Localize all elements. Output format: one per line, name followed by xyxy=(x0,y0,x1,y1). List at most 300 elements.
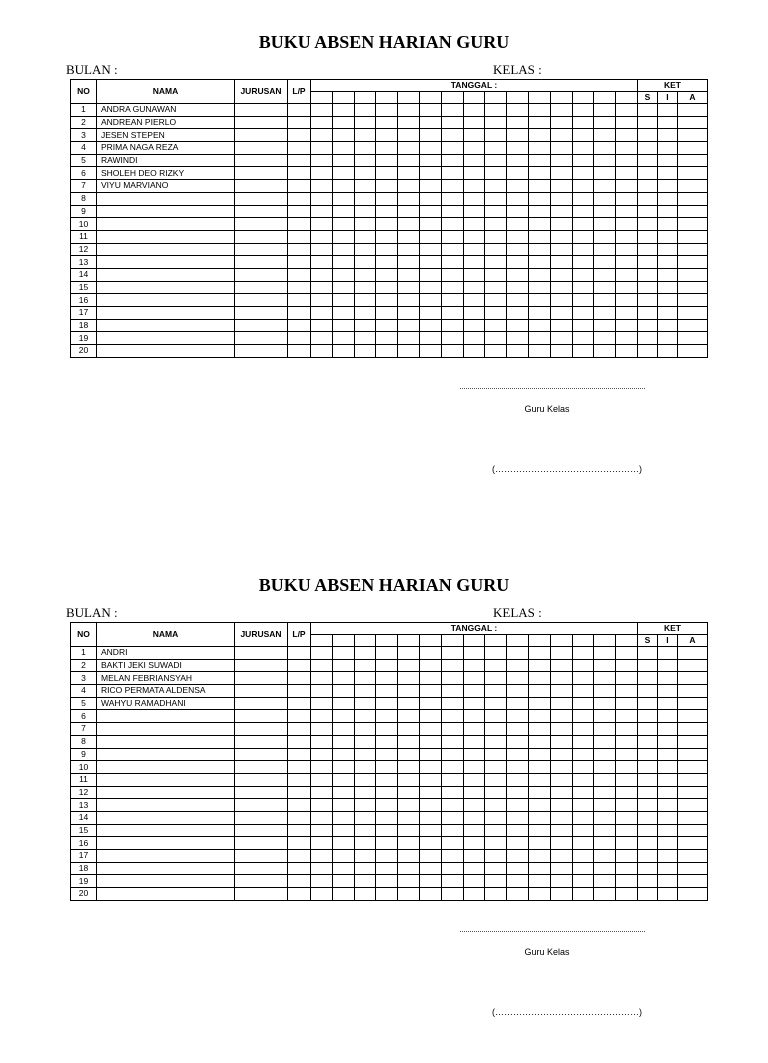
attendance-cell xyxy=(485,773,507,786)
attendance-cell xyxy=(419,786,441,799)
attendance-cell xyxy=(507,735,529,748)
lp-cell xyxy=(288,672,311,685)
attendance-cell xyxy=(528,180,550,193)
student-name: PRIMA NAGA REZA xyxy=(97,142,235,155)
attendance-cell xyxy=(594,748,616,761)
attendance-cell xyxy=(398,307,420,320)
attendance-cell xyxy=(441,205,463,218)
attendance-cell xyxy=(528,345,550,358)
attendance-cell xyxy=(332,332,354,345)
attendance-cell xyxy=(507,761,529,774)
attendance-cell xyxy=(507,230,529,243)
row-number: 4 xyxy=(71,685,97,698)
attendance-cell xyxy=(419,345,441,358)
ket-a-cell xyxy=(677,218,707,231)
attendance-cell xyxy=(463,167,485,180)
attendance-cell xyxy=(507,218,529,231)
attendance-cell xyxy=(550,192,572,205)
table-row xyxy=(71,697,708,710)
attendance-cell xyxy=(572,773,594,786)
ket-s-cell xyxy=(637,735,657,748)
attendance-cell xyxy=(398,875,420,888)
student-name: ANDRI xyxy=(97,647,235,660)
ket-s-cell xyxy=(637,192,657,205)
ket-a-cell xyxy=(677,850,707,863)
ket-a-cell xyxy=(677,180,707,193)
jurusan-cell xyxy=(235,761,288,774)
lp-cell xyxy=(288,761,311,774)
attendance-cell xyxy=(594,862,616,875)
attendance-cell xyxy=(419,319,441,332)
attendance-cell xyxy=(398,256,420,269)
attendance-cell xyxy=(311,710,333,723)
attendance-cell xyxy=(376,142,398,155)
attendance-cell xyxy=(572,824,594,837)
attendance-cell xyxy=(441,761,463,774)
attendance-cell xyxy=(572,332,594,345)
attendance-cell xyxy=(594,154,616,167)
attendance-cell xyxy=(376,243,398,256)
table-row xyxy=(71,268,708,281)
attendance-cell xyxy=(594,697,616,710)
ket-a-cell xyxy=(677,345,707,358)
attendance-cell xyxy=(354,710,376,723)
attendance-cell xyxy=(354,230,376,243)
attendance-cell xyxy=(572,685,594,698)
attendance-cell xyxy=(441,345,463,358)
attendance-cell xyxy=(616,786,638,799)
attendance-cell xyxy=(354,697,376,710)
table-row xyxy=(71,735,708,748)
row-number: 4 xyxy=(71,142,97,155)
attendance-cell xyxy=(311,888,333,901)
ket-i-cell xyxy=(657,319,677,332)
attendance-cell xyxy=(550,837,572,850)
attendance-cell xyxy=(616,723,638,736)
ket-a-cell xyxy=(677,116,707,129)
attendance-cell xyxy=(550,888,572,901)
date-cell xyxy=(354,92,376,104)
attendance-cell xyxy=(376,345,398,358)
attendance-cell xyxy=(463,192,485,205)
header-lp: L/P xyxy=(288,80,311,104)
attendance-cell xyxy=(485,697,507,710)
attendance-cell xyxy=(550,332,572,345)
attendance-cell xyxy=(376,773,398,786)
table-row xyxy=(71,205,708,218)
attendance-cell xyxy=(441,811,463,824)
table-row xyxy=(71,319,708,332)
attendance-cell xyxy=(463,142,485,155)
attendance-cell xyxy=(332,192,354,205)
attendance-cell xyxy=(354,294,376,307)
attendance-cell xyxy=(572,697,594,710)
ket-i-cell xyxy=(657,723,677,736)
attendance-cell xyxy=(398,862,420,875)
attendance-cell xyxy=(528,811,550,824)
ket-a-cell xyxy=(677,862,707,875)
ket-s-cell xyxy=(637,104,657,117)
attendance-cell xyxy=(441,799,463,812)
attendance-cell xyxy=(332,697,354,710)
attendance-cell xyxy=(485,888,507,901)
attendance-cell xyxy=(572,180,594,193)
row-number: 1 xyxy=(71,647,97,660)
attendance-cell xyxy=(572,192,594,205)
ket-a-cell xyxy=(677,697,707,710)
ket-i-cell xyxy=(657,268,677,281)
lp-cell xyxy=(288,850,311,863)
attendance-cell xyxy=(332,850,354,863)
ket-i-cell xyxy=(657,888,677,901)
attendance-cell xyxy=(398,218,420,231)
attendance-cell xyxy=(311,154,333,167)
date-cell xyxy=(550,92,572,104)
attendance-cell xyxy=(528,319,550,332)
date-cell xyxy=(528,635,550,647)
attendance-cell xyxy=(398,116,420,129)
attendance-cell xyxy=(441,710,463,723)
lp-cell xyxy=(288,875,311,888)
attendance-cell xyxy=(594,735,616,748)
table-row xyxy=(71,875,708,888)
header-a: A xyxy=(677,635,707,647)
lp-cell xyxy=(288,230,311,243)
attendance-cell xyxy=(507,773,529,786)
table-row xyxy=(71,837,708,850)
attendance-cell xyxy=(376,116,398,129)
attendance-cell xyxy=(441,850,463,863)
jurusan-cell xyxy=(235,142,288,155)
ket-i-cell xyxy=(657,748,677,761)
attendance-cell xyxy=(594,888,616,901)
row-number: 15 xyxy=(71,281,97,294)
attendance-cell xyxy=(507,294,529,307)
attendance-cell xyxy=(419,697,441,710)
table-row xyxy=(71,799,708,812)
attendance-cell xyxy=(354,268,376,281)
attendance-cell xyxy=(463,116,485,129)
attendance-cell xyxy=(594,167,616,180)
attendance-cell xyxy=(463,281,485,294)
jurusan-cell xyxy=(235,786,288,799)
jurusan-cell xyxy=(235,104,288,117)
attendance-cell xyxy=(376,230,398,243)
table-row xyxy=(71,710,708,723)
attendance-cell xyxy=(616,142,638,155)
attendance-cell xyxy=(572,723,594,736)
attendance-cell xyxy=(332,799,354,812)
ket-a-cell xyxy=(677,647,707,660)
attendance-cell xyxy=(332,811,354,824)
student-name xyxy=(97,761,235,774)
attendance-cell xyxy=(354,142,376,155)
ket-s-cell xyxy=(637,888,657,901)
jurusan-cell xyxy=(235,824,288,837)
attendance-cell xyxy=(376,104,398,117)
attendance-cell xyxy=(485,116,507,129)
attendance-cell xyxy=(332,129,354,142)
attendance-cell xyxy=(528,154,550,167)
attendance-cell xyxy=(376,332,398,345)
attendance-cell xyxy=(376,786,398,799)
attendance-cell xyxy=(463,154,485,167)
attendance-cell xyxy=(572,230,594,243)
row-number: 9 xyxy=(71,205,97,218)
ket-i-cell xyxy=(657,129,677,142)
attendance-cell xyxy=(507,268,529,281)
attendance-cell xyxy=(463,761,485,774)
ket-s-cell xyxy=(637,345,657,358)
attendance-cell xyxy=(398,180,420,193)
attendance-cell xyxy=(507,129,529,142)
attendance-cell xyxy=(616,104,638,117)
ket-a-cell xyxy=(677,799,707,812)
ket-s-cell xyxy=(637,875,657,888)
signature-line: (…………………………………………) xyxy=(492,1007,642,1017)
ket-i-cell xyxy=(657,345,677,358)
attendance-cell xyxy=(550,268,572,281)
attendance-cell xyxy=(594,205,616,218)
attendance-cell xyxy=(376,218,398,231)
attendance-cell xyxy=(419,154,441,167)
attendance-cell xyxy=(332,723,354,736)
attendance-cell xyxy=(419,735,441,748)
student-name: WAHYU RAMADHANI xyxy=(97,697,235,710)
attendance-cell xyxy=(485,268,507,281)
attendance-cell xyxy=(572,837,594,850)
attendance-cell xyxy=(485,205,507,218)
jurusan-cell xyxy=(235,647,288,660)
attendance-cell xyxy=(463,205,485,218)
attendance-cell xyxy=(528,710,550,723)
attendance-cell xyxy=(419,811,441,824)
attendance-cell xyxy=(311,256,333,269)
date-cell xyxy=(398,635,420,647)
attendance-cell xyxy=(354,685,376,698)
attendance-cell xyxy=(616,192,638,205)
attendance-cell xyxy=(441,697,463,710)
attendance-cell xyxy=(311,129,333,142)
attendance-cell xyxy=(311,332,333,345)
student-name: JESEN STEPEN xyxy=(97,129,235,142)
header-ket: KET xyxy=(637,623,707,635)
attendance-cell xyxy=(594,218,616,231)
attendance-cell xyxy=(616,307,638,320)
attendance-cell xyxy=(616,761,638,774)
attendance-cell xyxy=(507,345,529,358)
ket-a-cell xyxy=(677,875,707,888)
sheet-title: BUKU ABSEN HARIAN GURU xyxy=(258,32,510,52)
attendance-cell xyxy=(463,850,485,863)
student-name xyxy=(97,799,235,812)
table-row xyxy=(71,748,708,761)
lp-cell xyxy=(288,192,311,205)
attendance-cell xyxy=(550,218,572,231)
attendance-cell xyxy=(441,154,463,167)
date-cell xyxy=(441,635,463,647)
row-number: 18 xyxy=(71,862,97,875)
table-row xyxy=(71,786,708,799)
attendance-cell xyxy=(376,180,398,193)
attendance-cell xyxy=(311,142,333,155)
jurusan-cell xyxy=(235,748,288,761)
ket-a-cell xyxy=(677,104,707,117)
ket-s-cell xyxy=(637,218,657,231)
attendance-cell xyxy=(311,192,333,205)
row-number: 6 xyxy=(71,167,97,180)
attendance-cell xyxy=(332,319,354,332)
attendance-cell xyxy=(550,811,572,824)
row-number: 7 xyxy=(71,180,97,193)
student-name xyxy=(97,811,235,824)
ket-i-cell xyxy=(657,811,677,824)
row-number: 20 xyxy=(71,888,97,901)
row-number: 8 xyxy=(71,192,97,205)
student-name xyxy=(97,218,235,231)
student-name xyxy=(97,850,235,863)
ket-a-cell xyxy=(677,154,707,167)
attendance-cell xyxy=(311,230,333,243)
row-number: 13 xyxy=(71,799,97,812)
signature-date-line xyxy=(460,923,645,932)
attendance-cell xyxy=(332,116,354,129)
attendance-cell xyxy=(594,116,616,129)
attendance-cell xyxy=(594,129,616,142)
attendance-cell xyxy=(594,142,616,155)
attendance-cell xyxy=(398,294,420,307)
attendance-cell xyxy=(419,837,441,850)
ket-s-cell xyxy=(637,230,657,243)
attendance-cell xyxy=(485,672,507,685)
attendance-cell xyxy=(594,180,616,193)
attendance-cell xyxy=(311,723,333,736)
attendance-cell xyxy=(550,786,572,799)
attendance-cell xyxy=(550,773,572,786)
attendance-cell xyxy=(594,307,616,320)
attendance-cell xyxy=(376,672,398,685)
attendance-cell xyxy=(594,281,616,294)
attendance-cell xyxy=(311,685,333,698)
ket-s-cell xyxy=(637,205,657,218)
attendance-cell xyxy=(441,281,463,294)
attendance-cell xyxy=(441,116,463,129)
ket-a-cell xyxy=(677,723,707,736)
date-cell xyxy=(376,635,398,647)
table-row xyxy=(71,116,708,129)
attendance-cell xyxy=(485,735,507,748)
ket-a-cell xyxy=(677,230,707,243)
row-number: 17 xyxy=(71,307,97,320)
lp-cell xyxy=(288,659,311,672)
date-cell xyxy=(485,635,507,647)
attendance-cell xyxy=(332,748,354,761)
student-name: SHOLEH DEO RIZKY xyxy=(97,167,235,180)
jurusan-cell xyxy=(235,116,288,129)
attendance-cell xyxy=(354,205,376,218)
kelas-label: KELAS : xyxy=(493,62,542,77)
attendance-cell xyxy=(332,773,354,786)
jurusan-cell xyxy=(235,697,288,710)
student-name: VIYU MARVIANO xyxy=(97,180,235,193)
row-number: 14 xyxy=(71,268,97,281)
attendance-cell xyxy=(419,129,441,142)
ket-i-cell xyxy=(657,154,677,167)
attendance-cell xyxy=(616,116,638,129)
attendance-cell xyxy=(354,799,376,812)
table-row xyxy=(71,230,708,243)
ket-i-cell xyxy=(657,697,677,710)
attendance-cell xyxy=(572,672,594,685)
ket-s-cell xyxy=(637,268,657,281)
attendance-table xyxy=(70,79,708,358)
table-row xyxy=(71,192,708,205)
attendance-cell xyxy=(354,647,376,660)
attendance-cell xyxy=(528,862,550,875)
attendance-cell xyxy=(376,281,398,294)
attendance-cell xyxy=(594,773,616,786)
table-row xyxy=(71,723,708,736)
attendance-cell xyxy=(354,811,376,824)
attendance-cell xyxy=(441,875,463,888)
attendance-cell xyxy=(485,875,507,888)
attendance-cell xyxy=(616,811,638,824)
jurusan-cell xyxy=(235,837,288,850)
student-name xyxy=(97,786,235,799)
lp-cell xyxy=(288,104,311,117)
attendance-cell xyxy=(594,268,616,281)
attendance-cell xyxy=(616,837,638,850)
attendance-cell xyxy=(572,116,594,129)
attendance-cell xyxy=(419,685,441,698)
ket-i-cell xyxy=(657,824,677,837)
attendance-cell xyxy=(485,685,507,698)
attendance-cell xyxy=(376,697,398,710)
date-cell xyxy=(616,635,638,647)
attendance-cell xyxy=(594,243,616,256)
attendance-cell xyxy=(332,786,354,799)
table-row xyxy=(71,811,708,824)
attendance-cell xyxy=(311,218,333,231)
attendance-cell xyxy=(616,888,638,901)
lp-cell xyxy=(288,685,311,698)
attendance-cell xyxy=(550,154,572,167)
attendance-cell xyxy=(398,230,420,243)
student-name: MELAN FEBRIANSYAH xyxy=(97,672,235,685)
date-cell xyxy=(616,92,638,104)
attendance-cell xyxy=(419,307,441,320)
attendance-cell xyxy=(507,799,529,812)
ket-a-cell xyxy=(677,167,707,180)
attendance-cell xyxy=(528,672,550,685)
ket-i-cell xyxy=(657,735,677,748)
attendance-cell xyxy=(376,748,398,761)
attendance-cell xyxy=(419,104,441,117)
attendance-cell xyxy=(485,862,507,875)
ket-s-cell xyxy=(637,154,657,167)
lp-cell xyxy=(288,243,311,256)
table-row xyxy=(71,761,708,774)
attendance-cell xyxy=(507,672,529,685)
date-cell xyxy=(528,92,550,104)
ket-a-cell xyxy=(677,824,707,837)
attendance-cell xyxy=(528,104,550,117)
attendance-cell xyxy=(485,167,507,180)
header-i: I xyxy=(657,635,677,647)
student-name xyxy=(97,862,235,875)
attendance-cell xyxy=(354,192,376,205)
attendance-cell xyxy=(550,142,572,155)
